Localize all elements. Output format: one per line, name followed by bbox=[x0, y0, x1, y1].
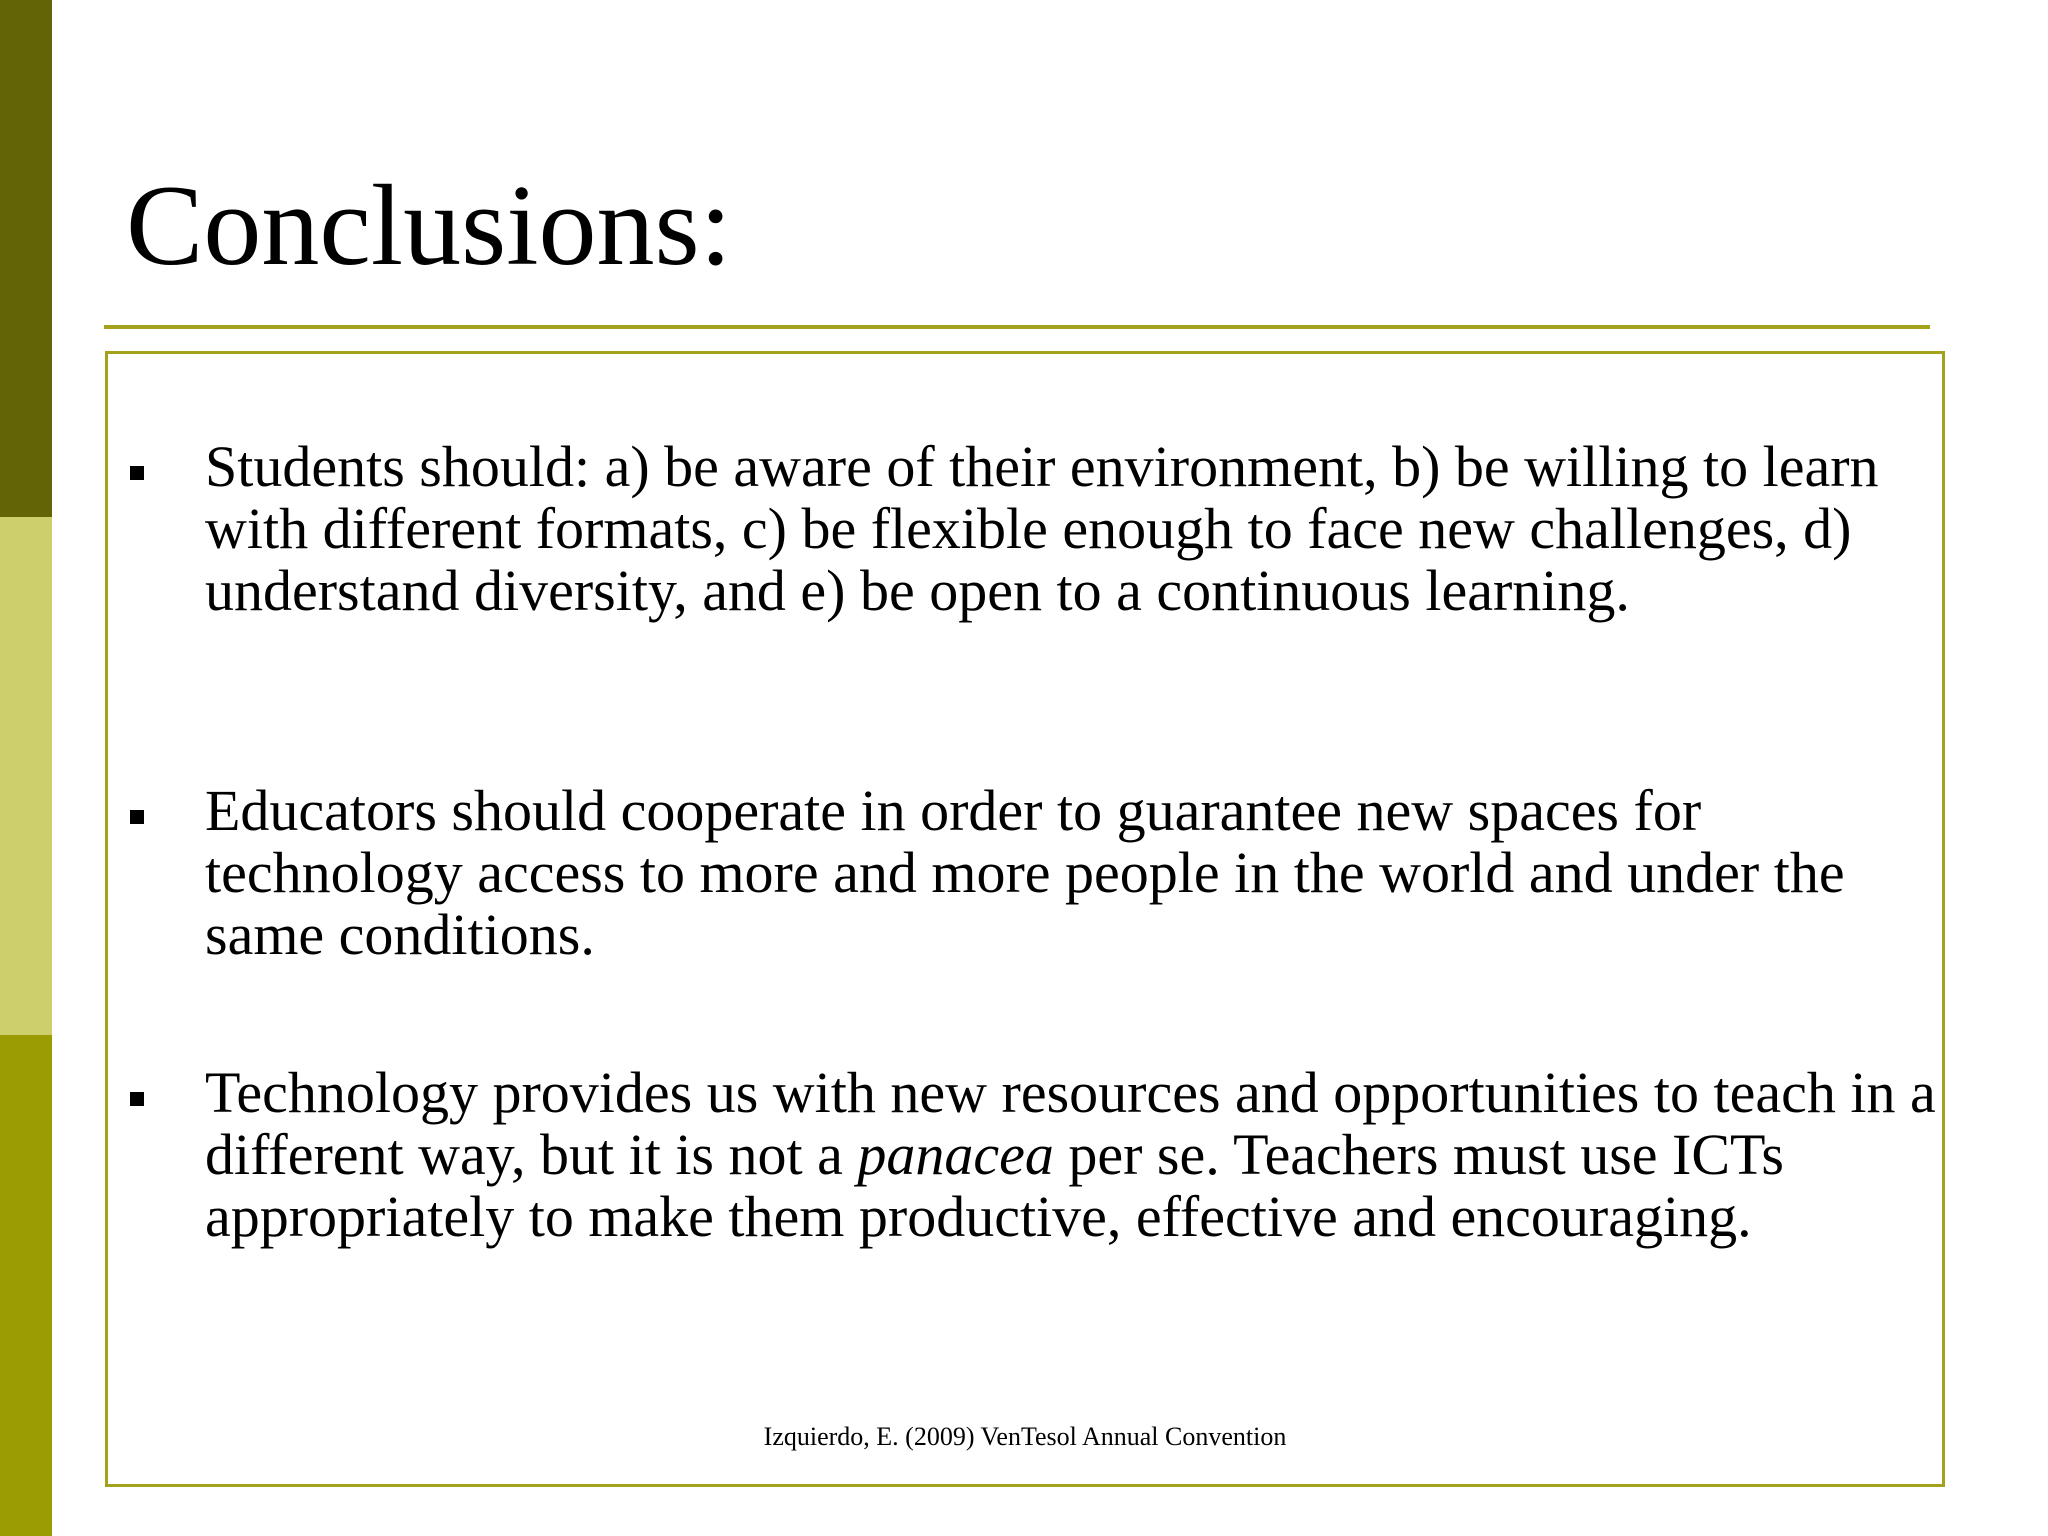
square-bullet-icon bbox=[130, 1092, 144, 1106]
sidebar-color-bar bbox=[0, 0, 52, 1536]
sidebar-segment-dark bbox=[0, 0, 52, 517]
bullet-text-educators: Educators should cooperate in order to guarantee new spaces for technology access to more and more people in the world and under the same conditions. bbox=[205, 778, 1845, 967]
square-bullet-icon bbox=[130, 466, 144, 480]
square-bullet-icon bbox=[130, 810, 144, 824]
bullet-text-technology-part1: Technology provides us with new resources and opportunities to teach in a different way, but it is not a bbox=[205, 1060, 1936, 1187]
footer-citation: Izquierdo, E. (2009) VenTesol Annual Convention bbox=[763, 1422, 1287, 1451]
bullet-text-technology bbox=[205, 1062, 1940, 1248]
title-underline bbox=[104, 325, 1930, 329]
bullet-text-technology-part2: per se. Teachers must use ICTs appropriately to make them productive, effective and encouraging. bbox=[205, 1122, 1784, 1249]
bullet-text-students: Students should: a) be aware of their environment, b) be willing to learn with different formats, c) be flexible enough to face new challenges, d) understand diversity, and e) be open to a continuous learning. bbox=[205, 434, 1879, 623]
sidebar-segment-olive bbox=[0, 1035, 52, 1536]
slide-title: Conclusions: bbox=[126, 162, 732, 290]
emphasis-panacea: panacea bbox=[857, 1122, 1054, 1187]
sidebar-segment-light bbox=[0, 517, 52, 1035]
